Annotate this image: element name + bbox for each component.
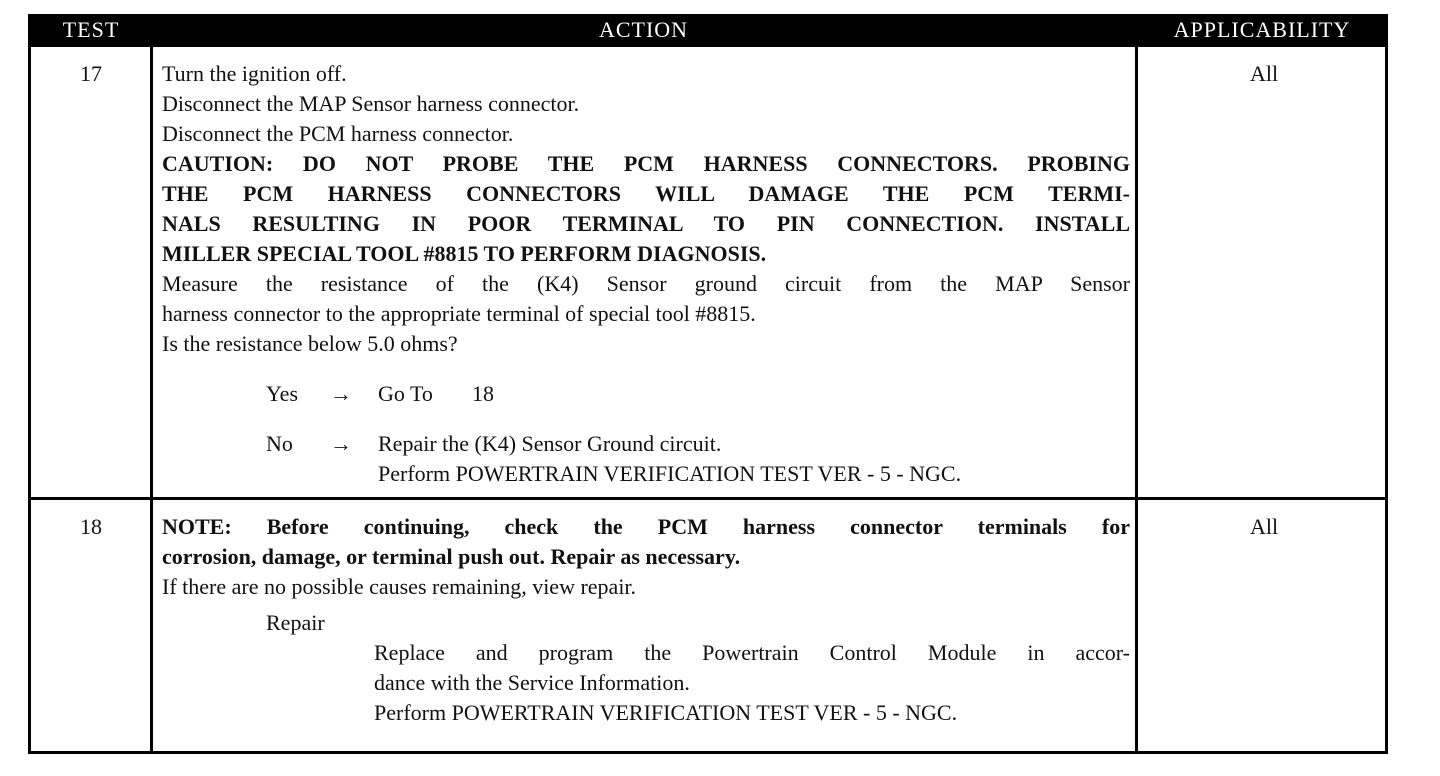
repair-text: Perform POWERTRAIN VERIFICATION TEST VER - 5 - NGC. bbox=[374, 700, 958, 725]
test-number-18: 18 bbox=[80, 514, 102, 539]
arrow-icon: → bbox=[330, 431, 352, 456]
repair-text: Replace and program the Powertrain Control Module in accor- bbox=[374, 640, 1130, 665]
action-17 bbox=[162, 59, 1130, 489]
diagnostic-table bbox=[28, 14, 1388, 754]
no-action: Perform POWERTRAIN VERIFICATION TEST VER - 5 - NGC. bbox=[378, 461, 962, 486]
applicability-17: All bbox=[1249, 61, 1279, 86]
caution-text: CAUTION: DO NOT PROBE THE PCM HARNESS CONNECTORS. PROBING bbox=[162, 151, 1130, 176]
measure-text: harness connector to the appropriate terminal of special tool #8815. bbox=[162, 301, 756, 326]
column-divider bbox=[1135, 47, 1138, 751]
table-header bbox=[31, 17, 1385, 47]
step-text: Disconnect the MAP Sensor harness connector. bbox=[162, 91, 580, 116]
row-divider bbox=[31, 497, 1385, 500]
no-branch bbox=[162, 429, 1130, 459]
step-text: Disconnect the PCM harness connector. bbox=[162, 121, 514, 146]
note-text: corrosion, damage, or terminal push out. Repair as necessary. bbox=[162, 544, 741, 569]
yes-label: Yes bbox=[266, 381, 299, 406]
action-18 bbox=[162, 512, 1130, 728]
applicability-18: All bbox=[1249, 514, 1279, 539]
step-text: If there are no possible causes remaining, view repair. bbox=[162, 574, 637, 599]
header-action: ACTION bbox=[598, 17, 689, 42]
repair-heading bbox=[162, 608, 1130, 638]
caution-text: MILLER SPECIAL TOOL #8815 TO PERFORM DIAGNOSIS. bbox=[162, 241, 767, 266]
column-divider bbox=[150, 47, 153, 751]
goto-text: Go To bbox=[378, 381, 433, 406]
repair-text: dance with the Service Information. bbox=[374, 670, 690, 695]
caution-text: THE PCM HARNESS CONNECTORS WILL DAMAGE THE PCM TERMI- bbox=[162, 181, 1130, 206]
no-action: Repair the (K4) Sensor Ground circuit. bbox=[378, 431, 722, 456]
goto-target: 18 bbox=[472, 381, 494, 406]
no-branch-cont bbox=[162, 459, 1130, 489]
note-text: NOTE: Before continuing, check the PCM harness connector terminals for bbox=[162, 514, 1130, 539]
question-text: Is the resistance below 5.0 ohms? bbox=[162, 331, 458, 356]
header-applicability: APPLICABILITY bbox=[1173, 17, 1351, 42]
measure-text: Measure the resistance of the (K4) Sensor ground circuit from the MAP Sensor bbox=[162, 271, 1130, 296]
repair-label: Repair bbox=[266, 610, 325, 635]
yes-branch bbox=[162, 379, 1130, 409]
arrow-icon: → bbox=[330, 381, 352, 406]
step-text: Turn the ignition off. bbox=[162, 61, 347, 86]
test-number-17: 17 bbox=[80, 61, 102, 86]
no-label: No bbox=[266, 431, 293, 456]
header-test: TEST bbox=[62, 17, 120, 42]
caution-text: NALS RESULTING IN POOR TERMINAL TO PIN CONNECTION. INSTALL bbox=[162, 211, 1130, 236]
repair-block bbox=[374, 638, 1130, 728]
